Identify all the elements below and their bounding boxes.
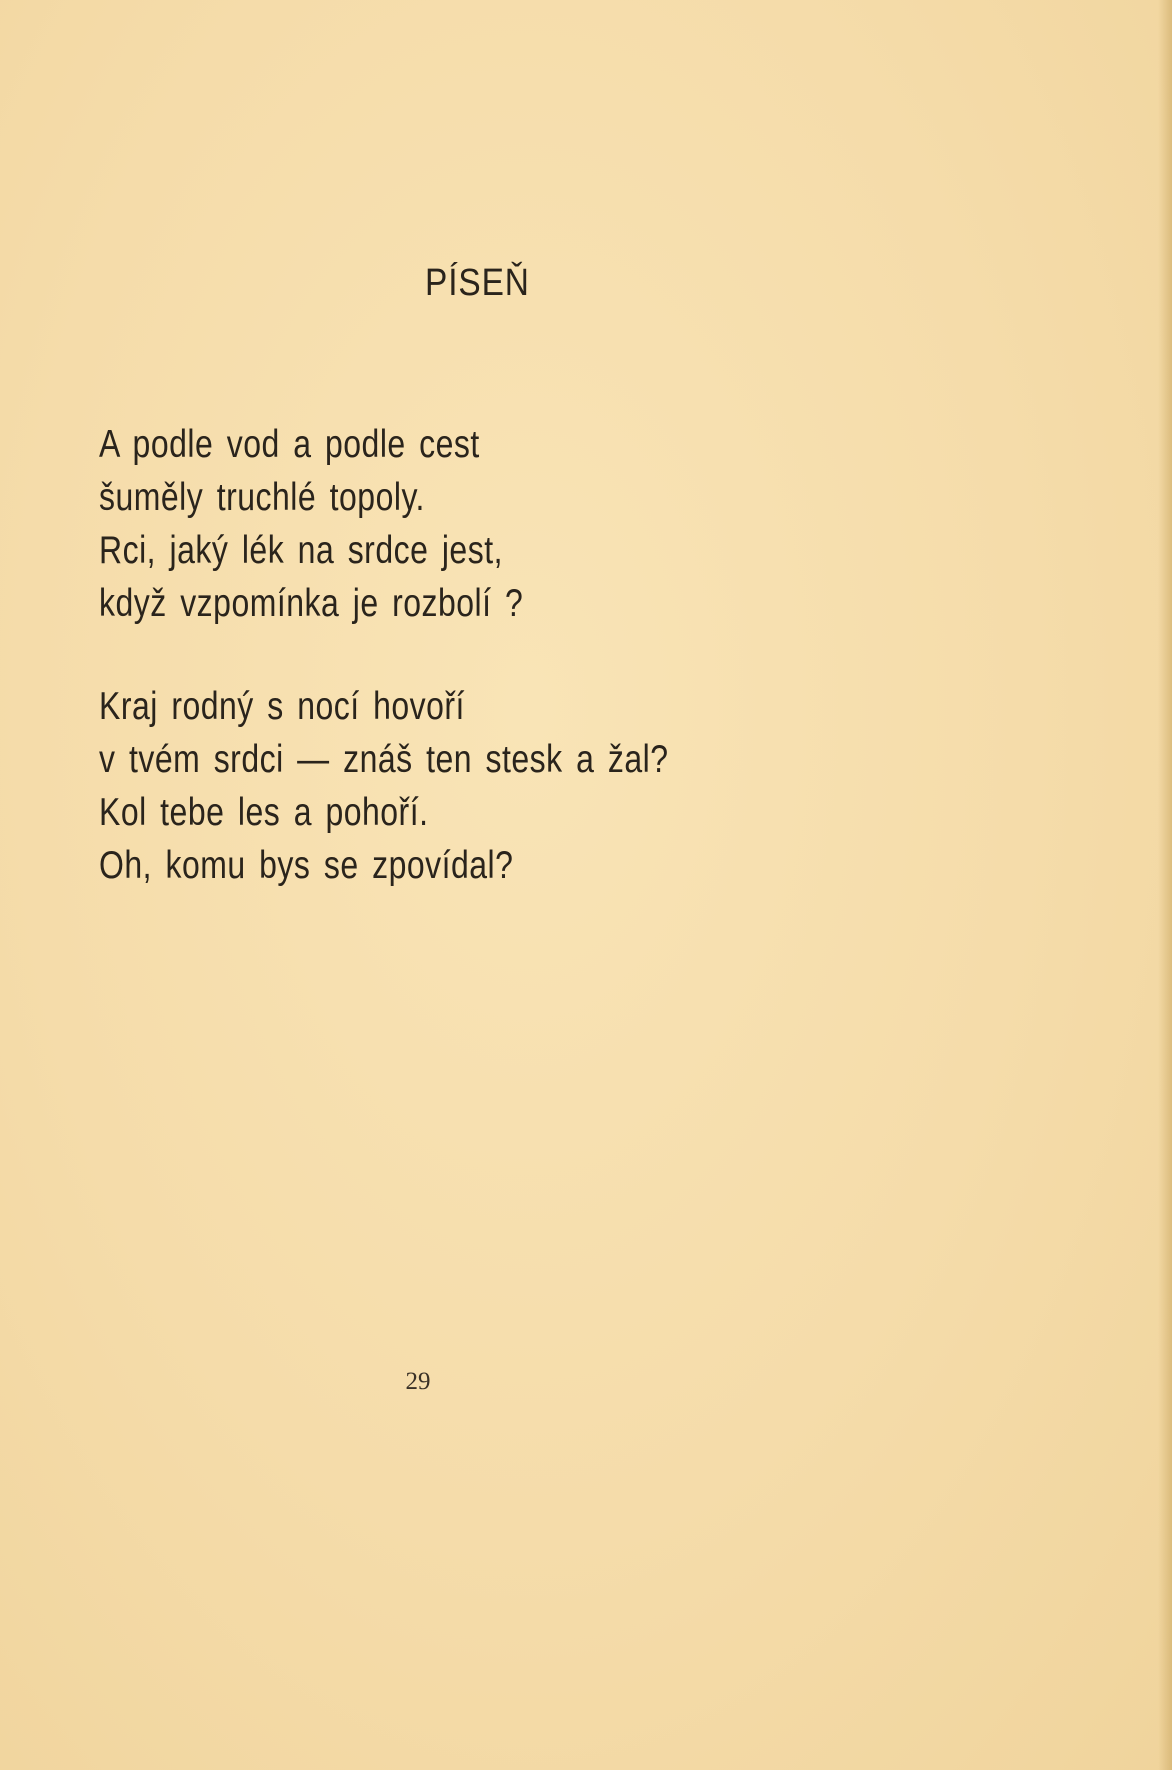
- verse-line: A podle vod a podle cest: [99, 423, 480, 466]
- stanza-1: [99, 418, 616, 630]
- verse-line: Kol tebe les a pohoří.: [99, 791, 429, 834]
- verse-line: Kraj rodný s nocí hovoří: [99, 685, 465, 728]
- verse-line: šuměly truchlé topoly.: [99, 476, 425, 519]
- verse-line: Rci, jaký lék na srdce jest,: [99, 529, 503, 572]
- stanza-2: [99, 680, 794, 892]
- page-edge-shadow: [1158, 0, 1172, 1770]
- page-number: 29: [405, 1368, 431, 1395]
- poem-title: PÍSEŇ: [425, 262, 530, 304]
- verse-line: v tvém srdci — znáš ten stesk a žal?: [99, 738, 669, 781]
- verse-line: když vzpomínka je rozbolí ?: [99, 582, 524, 625]
- verse-line: Oh, komu bys se zpovídal?: [99, 844, 514, 887]
